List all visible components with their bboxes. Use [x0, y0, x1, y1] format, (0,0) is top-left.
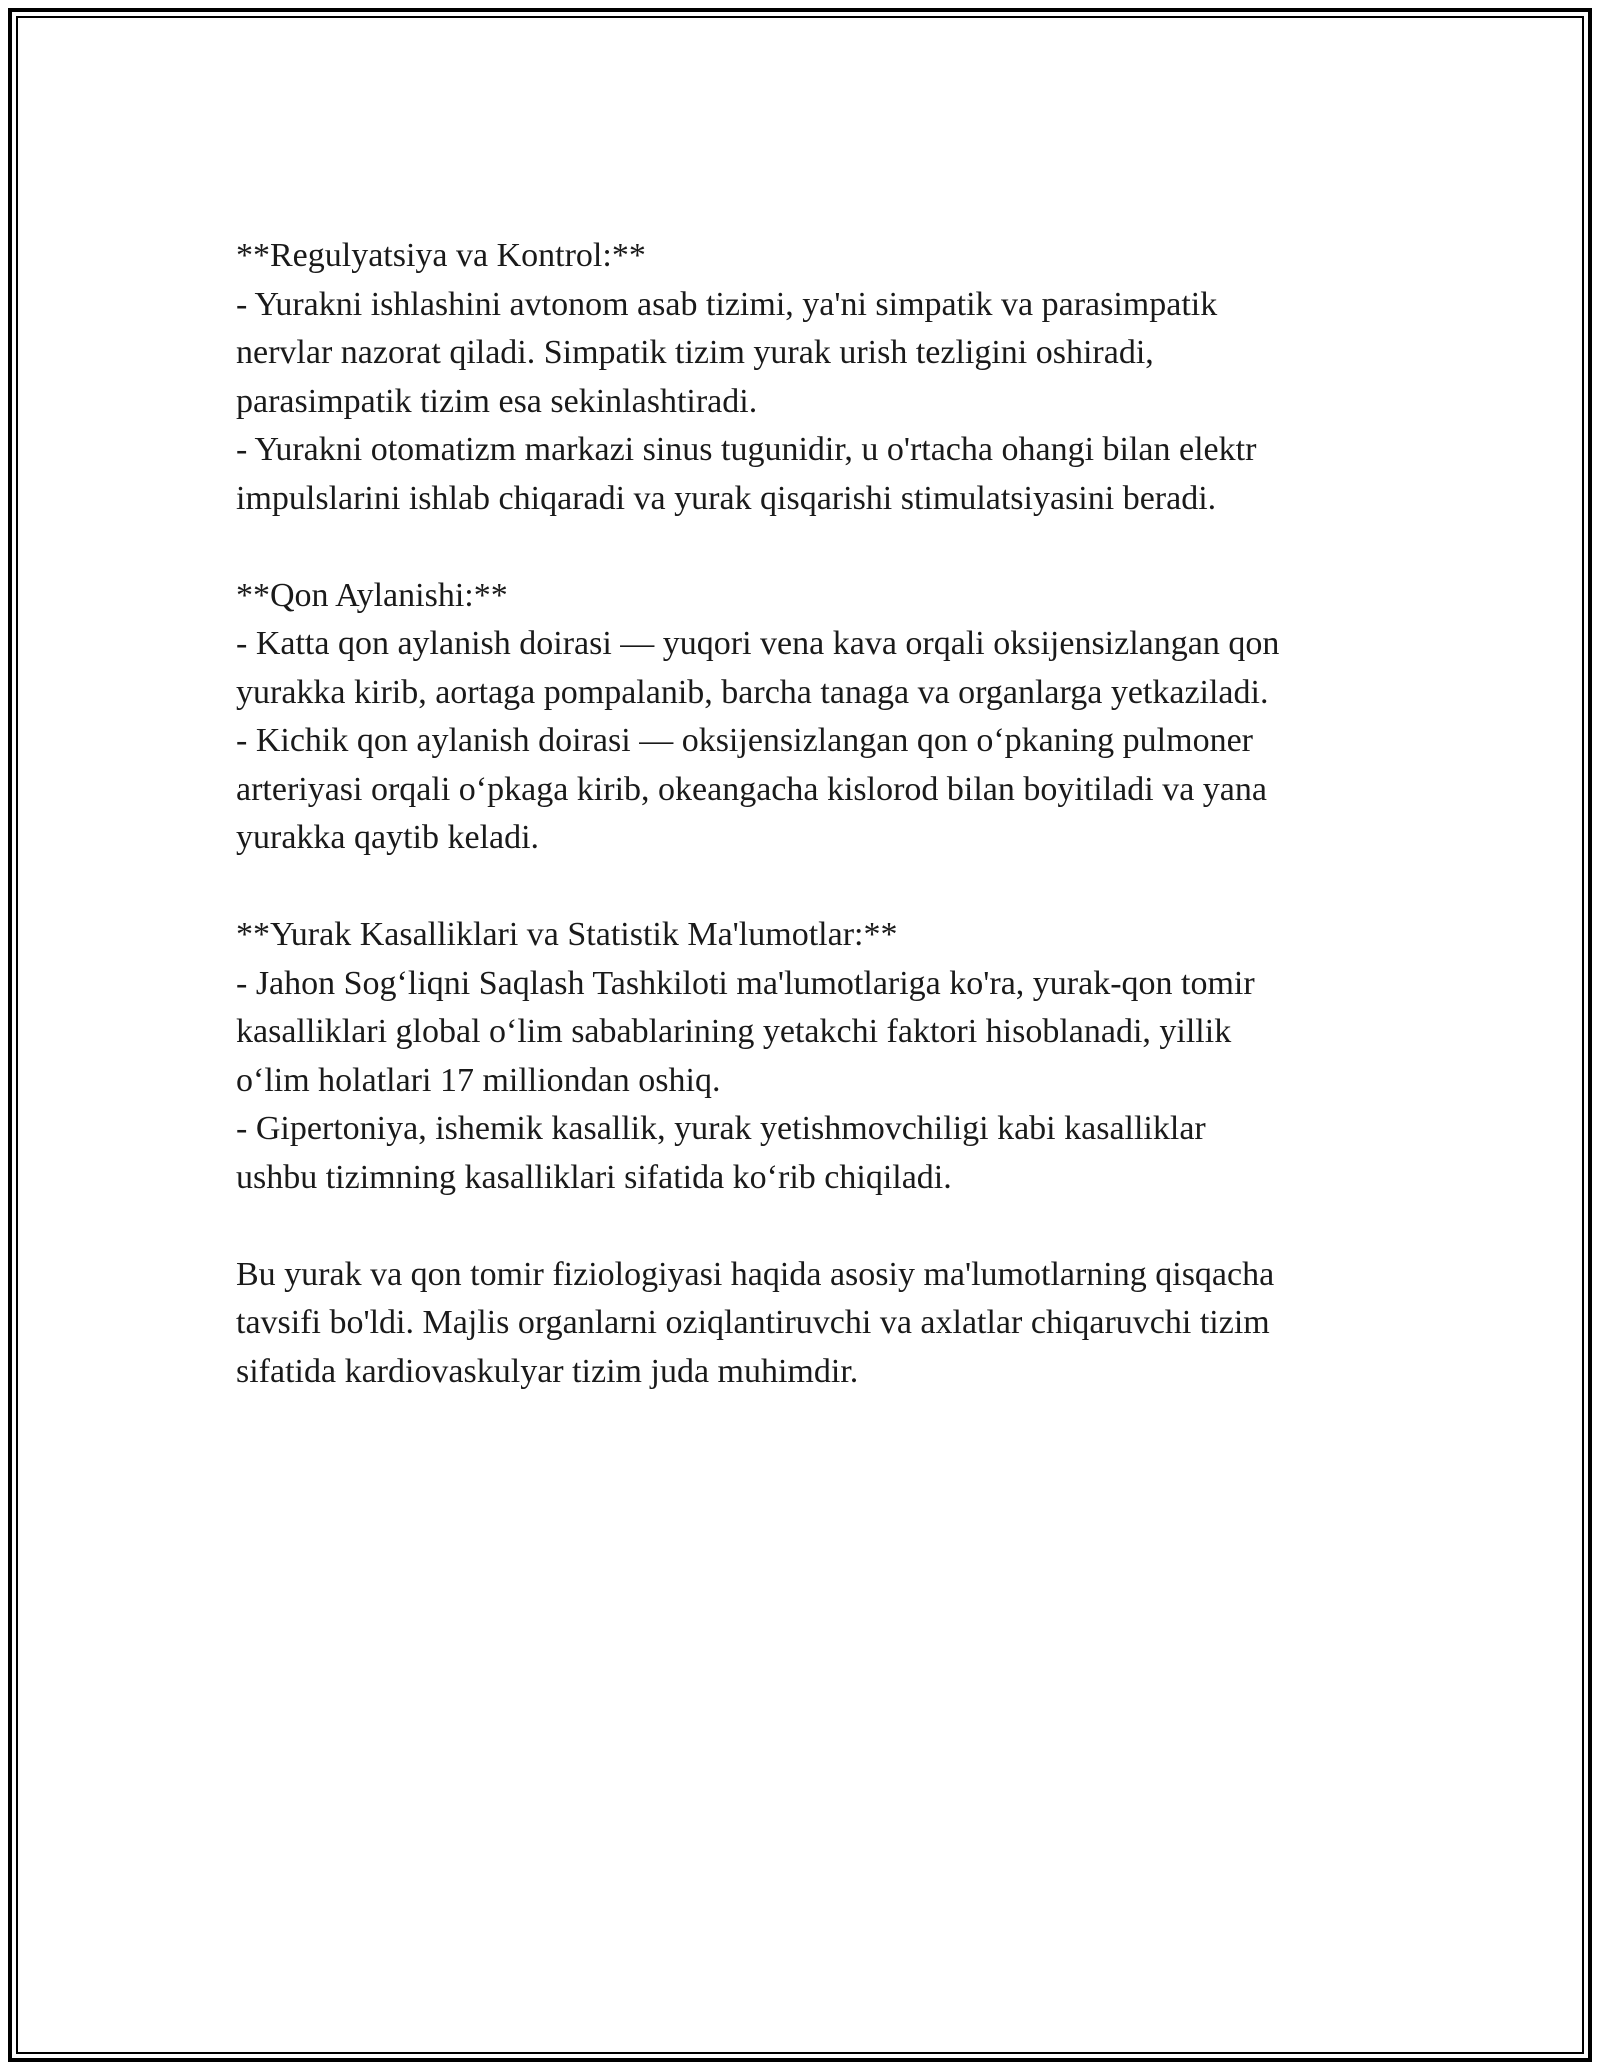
- section-heading: **Regulyatsiya va Kontrol:**: [236, 237, 646, 274]
- section-regulation: [236, 232, 1396, 523]
- paragraph-line: - Jahon Sogʻliqni Saqlash Tashkiloti ma'lumotlariga ko'ra, yurak-qon tomir: [236, 964, 1255, 1002]
- paragraph-line: arteriyasi orqali oʻpkaga kirib, okeangacha kislorod bilan boyitiladi va yana: [236, 770, 1267, 808]
- paragraph-gap: [236, 863, 1396, 912]
- paragraph-line: ushbu tizimning kasalliklari sifatida koʻrib chiqiladi.: [236, 1158, 952, 1196]
- paragraph-line: impulslarini ishlab chiqaradi va yurak qisqarishi stimulatsiyasini beradi.: [236, 479, 1217, 517]
- section-conclusion: [236, 1251, 1396, 1397]
- paragraph-line: - Katta qon aylanish doirasi — yuqori vena kava orqali oksijensizlangan qon: [236, 625, 1280, 662]
- paragraph-line: nervlar nazorat qiladi. Simpatik tizim yurak urish tezligini oshiradi,: [236, 334, 1154, 371]
- section-heading: **Qon Aylanishi:**: [236, 576, 508, 614]
- section-heading: **Yurak Kasalliklari va Statistik Ma'lumotlar:**: [236, 916, 898, 953]
- paragraph-line: sifatida kardiovaskulyar tizim juda muhimdir.: [236, 1352, 859, 1390]
- paragraph-line: parasimpatik tizim esa sekinlashtiradi.: [236, 382, 758, 420]
- paragraph-line: kasalliklari global oʻlim sabablarining yetakchi faktori hisoblanadi, yillik: [236, 1013, 1232, 1050]
- paragraph-line: yurakka qaytib keladi.: [236, 819, 540, 856]
- paragraph-line: - Gipertoniya, ishemik kasallik, yurak yetishmovchiligi kabi kasalliklar: [236, 1110, 1206, 1147]
- paragraph-line: - Yurakni ishlashini avtonom asab tizimi, ya'ni simpatik va parasimpatik: [236, 285, 1218, 323]
- paragraph-gap: [236, 1202, 1396, 1251]
- section-circulation: [236, 572, 1396, 863]
- paragraph-line: yurakka kirib, aortaga pompalanib, barcha tanaga va organlarga yetkaziladi.: [236, 673, 1269, 711]
- paragraph-line: - Yurakni otomatizm markazi sinus tugunidir, u o'rtacha ohangi bilan elektr: [236, 431, 1257, 468]
- paragraph-line: tavsifi bo'ldi. Majlis organlarni oziqlantiruvchi va axlatlar chiqaruvchi tizim: [236, 1304, 1270, 1341]
- document-body: [236, 232, 1396, 1396]
- paragraph-gap: [236, 523, 1396, 572]
- paragraph-line: Bu yurak va qon tomir fiziologiyasi haqida asosiy ma'lumotlarning qisqacha: [236, 1255, 1275, 1293]
- paragraph-line: oʻlim holatlari 17 milliondan oshiq.: [236, 1061, 721, 1099]
- section-diseases-statistics: [236, 911, 1396, 1202]
- paragraph-line: - Kichik qon aylanish doirasi — oksijensizlangan qon oʻpkaning pulmoner: [236, 722, 1253, 759]
